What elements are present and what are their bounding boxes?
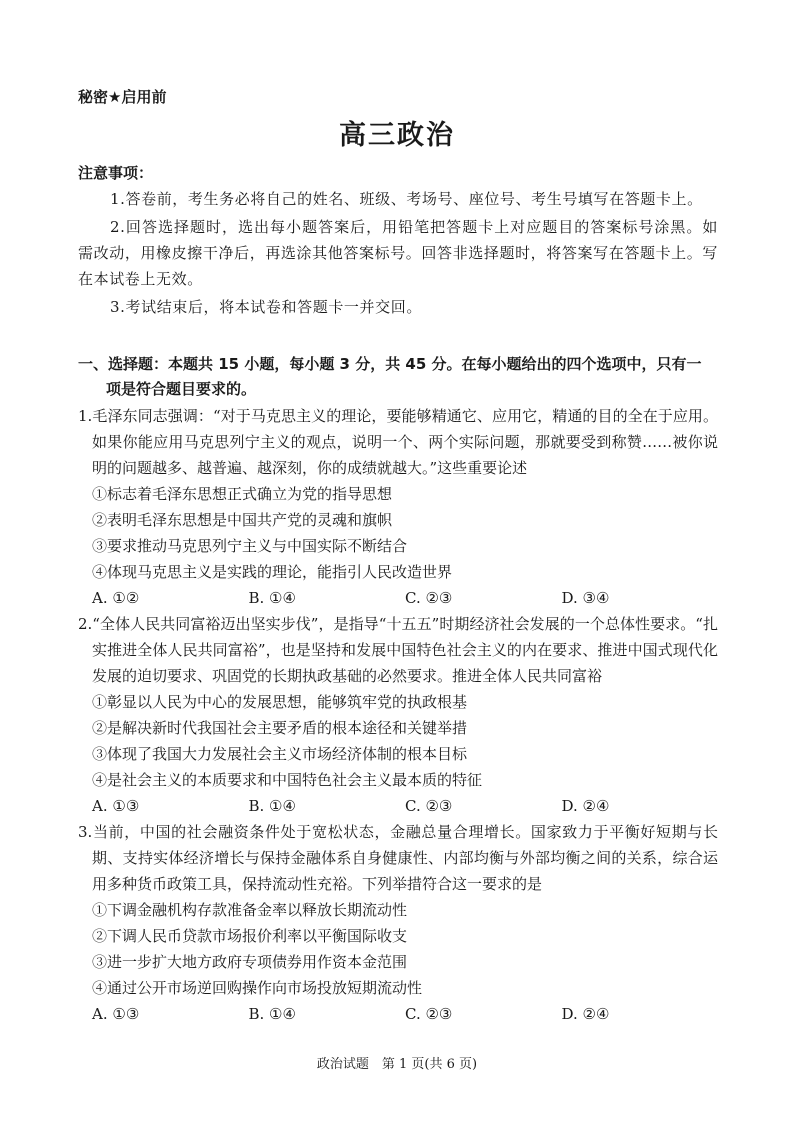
statement-item: ②是解决新时代我国社会主要矛盾的根本途径和关键举措 bbox=[92, 719, 468, 737]
option-d: D. ②④ bbox=[561, 797, 610, 815]
statement-item: ④体现马克思主义是实践的理论，能指引人民改造世界 bbox=[92, 563, 453, 581]
statement-item: ④通过公开市场逆回购操作向市场投放短期流动性 bbox=[92, 979, 423, 997]
answer-options bbox=[78, 793, 718, 819]
statement-item: ②下调人民币贷款市场报价利率以平衡国际收支 bbox=[92, 927, 408, 945]
page-footer: 政治试题 第 1 页(共 6 页) bbox=[316, 1057, 478, 1072]
notice-heading: 注意事项： bbox=[78, 164, 154, 182]
statement-item: ③要求推动马克思列宁主义与中国实际不断结合 bbox=[92, 537, 408, 555]
question-stem: 3.当前，中国的社会融资条件处于宽松状态，金融总量合理增长。国家致力于平衡好短期与长期、支持实体经济增长与保持金融体系自身健康性、内部均衡与外部均衡之间的关系，综合运用多种货币政策工具，保持流动性充裕。下列举措符合这一要求的是 bbox=[78, 823, 718, 893]
option-a: A. ①③ bbox=[92, 1005, 140, 1023]
question-2 bbox=[78, 611, 718, 819]
section-heading-line: 项是符合题目要求的。 bbox=[106, 380, 257, 398]
statement-item: ①标志着毛泽东思想正式确立为党的指导思想 bbox=[92, 485, 393, 503]
statement-item: ②表明毛泽东思想是中国共产党的灵魂和旗帜 bbox=[92, 511, 393, 529]
notice-item: 1.答卷前，考生务必将自己的姓名、班级、考场号、座位号、考生号填写在答题卡上。 bbox=[110, 190, 703, 208]
question-1 bbox=[78, 403, 718, 611]
statement-item: ①下调金融机构存款准备金率以释放长期流动性 bbox=[92, 901, 408, 919]
statement-item: ①彰显以人民为中心的发展思想，能够筑牢党的执政根基 bbox=[92, 693, 468, 711]
statement-item: ③进一步扩大地方政府专项债券用作资本金范围 bbox=[92, 953, 408, 971]
question-list bbox=[78, 403, 718, 1027]
option-a: A. ①② bbox=[92, 589, 140, 607]
option-c: C. ②③ bbox=[405, 589, 453, 607]
page-title: 高三政治 bbox=[339, 120, 455, 151]
statement-item: ③体现了我国大力发展社会主义市场经济体制的根本目标 bbox=[92, 745, 468, 763]
option-c: C. ②③ bbox=[405, 797, 453, 815]
statement-item: ④是社会主义的本质要求和中国特色社会主义最本质的特征 bbox=[92, 771, 483, 789]
answer-options bbox=[78, 1001, 718, 1027]
notice-item: 2.回答选择题时，选出每小题答案后，用铅笔把答题卡上对应题目的答案标号涂黑。如需改动，用橡皮擦干净后，再选涂其他答案标号。回答非选择题时，将答案写在答题卡上。写在本试卷上无效。 bbox=[78, 218, 718, 288]
section-heading bbox=[78, 352, 722, 402]
option-c: C. ②③ bbox=[405, 1005, 453, 1023]
option-b: B. ①④ bbox=[248, 1005, 296, 1023]
option-d: D. ②④ bbox=[561, 1005, 610, 1023]
question-3 bbox=[78, 819, 718, 1027]
option-b: B. ①④ bbox=[248, 797, 296, 815]
option-b: B. ①④ bbox=[248, 589, 296, 607]
question-stem: 1.毛泽东同志强调：“对于马克思主义的理论，要能够精通它、应用它，精通的目的全在于应用。如果你能应用马克思列宁主义的观点，说明一个、两个实际问题，那就要受到称赞……被你说明的问题越多、越普遍、越深刻，你的成绩就越大。”这些重要论述 bbox=[78, 407, 718, 477]
notice-block bbox=[78, 186, 718, 320]
secret-mark: 秘密★启用前 bbox=[78, 88, 167, 106]
option-a: A. ①③ bbox=[92, 797, 140, 815]
answer-options bbox=[78, 585, 718, 611]
section-heading-line: 一、选择题：本题共 15 小题，每小题 3 分，共 45 分。在每小题给出的四个选项中，只有一 bbox=[78, 355, 702, 373]
question-stem: 2.“全体人民共同富裕迈出坚实步伐”，是指导“十五五”时期经济社会发展的一个总体性要求。“扎实推进全体人民共同富裕”，也是坚持和发展中国特色社会主义的内在要求、推进中国式现代化发展的迫切要求、巩固党的长期执政基础的必然要求。推进全体人民共同富裕 bbox=[78, 615, 718, 685]
notice-item: 3.考试结束后，将本试卷和答题卡一并交回。 bbox=[110, 298, 422, 316]
option-d: D. ③④ bbox=[561, 589, 610, 607]
